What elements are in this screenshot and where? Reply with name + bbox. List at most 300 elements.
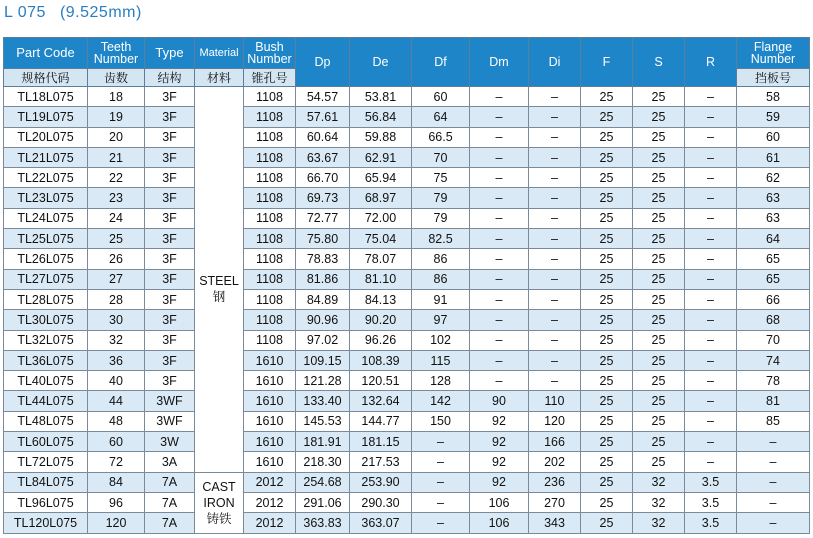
cell-de: 56.84 <box>350 107 412 127</box>
cell-type: 7A <box>145 513 195 533</box>
cell-s: 25 <box>633 452 685 472</box>
cell-r: – <box>685 452 737 472</box>
cell-f: 25 <box>581 350 633 370</box>
cell-df: 115 <box>412 350 470 370</box>
material-steel-cell <box>195 87 244 473</box>
cell-type: 3F <box>145 269 195 289</box>
cell-di: 120 <box>529 411 581 431</box>
cell-bush: 1108 <box>244 229 296 249</box>
cell-df: 79 <box>412 208 470 228</box>
cell-s: 25 <box>633 107 685 127</box>
cell-type: 3F <box>145 371 195 391</box>
cell-part-code: TL22L075 <box>4 168 88 188</box>
cell-flange: 58 <box>737 87 810 107</box>
cell-f: 25 <box>581 452 633 472</box>
cell-di: – <box>529 107 581 127</box>
cell-flange: 74 <box>737 350 810 370</box>
cell-di: – <box>529 208 581 228</box>
cell-type: 3F <box>145 330 195 350</box>
cell-df: 150 <box>412 411 470 431</box>
cell-de: 290.30 <box>350 492 412 512</box>
table-row <box>4 432 810 452</box>
cell-de: 59.88 <box>350 127 412 147</box>
cell-teeth: 25 <box>88 229 145 249</box>
cell-teeth: 27 <box>88 269 145 289</box>
cell-dp: 254.68 <box>296 472 350 492</box>
cell-flange: 65 <box>737 249 810 269</box>
cell-flange: – <box>737 513 810 533</box>
material-cast-en-2: IRON <box>203 495 235 510</box>
cell-dp: 72.77 <box>296 208 350 228</box>
cell-s: 25 <box>633 168 685 188</box>
cell-dp: 60.64 <box>296 127 350 147</box>
cell-teeth: 120 <box>88 513 145 533</box>
table-row <box>4 310 810 330</box>
cell-part-code: TL48L075 <box>4 411 88 431</box>
cell-dm: 92 <box>470 432 529 452</box>
cell-s: 25 <box>633 147 685 167</box>
header-cn-material: 材料 <box>195 69 244 87</box>
header-cn-teeth: 齿数 <box>88 69 145 87</box>
table-row <box>4 472 810 492</box>
cell-part-code: TL72L075 <box>4 452 88 472</box>
cell-di: – <box>529 188 581 208</box>
table-body <box>4 87 810 534</box>
cell-de: 78.07 <box>350 249 412 269</box>
table-row <box>4 411 810 431</box>
cell-di: – <box>529 269 581 289</box>
cell-flange: 61 <box>737 147 810 167</box>
cell-flange: 65 <box>737 269 810 289</box>
cell-part-code: TL120L075 <box>4 513 88 533</box>
table-row <box>4 147 810 167</box>
cell-f: 25 <box>581 107 633 127</box>
cell-de: 65.94 <box>350 168 412 188</box>
table-row <box>4 371 810 391</box>
cell-s: 25 <box>633 391 685 411</box>
cell-df: – <box>412 513 470 533</box>
cell-df: 128 <box>412 371 470 391</box>
cell-dm: – <box>470 330 529 350</box>
table-row <box>4 492 810 512</box>
header-de: De <box>350 38 412 87</box>
cell-dm: 90 <box>470 391 529 411</box>
table-row <box>4 249 810 269</box>
cell-teeth: 20 <box>88 127 145 147</box>
cell-de: 120.51 <box>350 371 412 391</box>
cell-r: – <box>685 229 737 249</box>
cell-part-code: TL28L075 <box>4 289 88 309</box>
cell-type: 3F <box>145 147 195 167</box>
table-row <box>4 229 810 249</box>
table-row <box>4 269 810 289</box>
cell-part-code: TL44L075 <box>4 391 88 411</box>
cell-dp: 57.61 <box>296 107 350 127</box>
table-row <box>4 188 810 208</box>
cell-bush: 1610 <box>244 371 296 391</box>
cell-bush: 1610 <box>244 391 296 411</box>
cell-r: – <box>685 289 737 309</box>
cell-bush: 1610 <box>244 432 296 452</box>
cell-df: 86 <box>412 269 470 289</box>
cell-teeth: 60 <box>88 432 145 452</box>
cell-type: 3A <box>145 452 195 472</box>
cell-teeth: 22 <box>88 168 145 188</box>
cell-flange: – <box>737 432 810 452</box>
cell-dp: 84.89 <box>296 289 350 309</box>
cell-part-code: TL27L075 <box>4 269 88 289</box>
material-steel-cn: 钢 <box>212 290 226 305</box>
cell-dp: 69.73 <box>296 188 350 208</box>
cell-f: 25 <box>581 229 633 249</box>
cell-df: 86 <box>412 249 470 269</box>
header-dp: Dp <box>296 38 350 87</box>
cell-dm: – <box>470 350 529 370</box>
cell-flange: – <box>737 492 810 512</box>
table-row <box>4 289 810 309</box>
cell-f: 25 <box>581 127 633 147</box>
cell-dm: – <box>470 249 529 269</box>
cell-type: 3F <box>145 188 195 208</box>
cell-part-code: TL23L075 <box>4 188 88 208</box>
cell-f: 25 <box>581 432 633 452</box>
cell-part-code: TL25L075 <box>4 229 88 249</box>
cell-r: – <box>685 208 737 228</box>
cell-bush: 1108 <box>244 188 296 208</box>
cell-r: – <box>685 310 737 330</box>
cell-teeth: 19 <box>88 107 145 127</box>
header-f: F <box>581 38 633 87</box>
cell-teeth: 24 <box>88 208 145 228</box>
cell-type: 3F <box>145 229 195 249</box>
cell-teeth: 36 <box>88 350 145 370</box>
table-row <box>4 452 810 472</box>
title-code: L 075 <box>4 4 46 21</box>
cell-teeth: 28 <box>88 289 145 309</box>
cell-teeth: 26 <box>88 249 145 269</box>
cell-dp: 181.91 <box>296 432 350 452</box>
cell-df: 102 <box>412 330 470 350</box>
cell-df: – <box>412 432 470 452</box>
cell-bush: 1108 <box>244 127 296 147</box>
cell-bush: 1108 <box>244 168 296 188</box>
cell-bush: 1108 <box>244 310 296 330</box>
cell-r: – <box>685 411 737 431</box>
table-row <box>4 107 810 127</box>
cell-de: 81.10 <box>350 269 412 289</box>
cell-flange: 59 <box>737 107 810 127</box>
cell-flange: 63 <box>737 208 810 228</box>
cell-flange: 63 <box>737 188 810 208</box>
cell-de: 363.07 <box>350 513 412 533</box>
cell-dm: – <box>470 371 529 391</box>
cell-dp: 54.57 <box>296 87 350 107</box>
cell-dp: 90.96 <box>296 310 350 330</box>
cell-flange: 66 <box>737 289 810 309</box>
cell-di: 270 <box>529 492 581 512</box>
cell-dp: 97.02 <box>296 330 350 350</box>
cell-dp: 363.83 <box>296 513 350 533</box>
cell-dm: – <box>470 107 529 127</box>
cell-dm: – <box>470 127 529 147</box>
cell-df: 70 <box>412 147 470 167</box>
cell-teeth: 18 <box>88 87 145 107</box>
cell-dp: 81.86 <box>296 269 350 289</box>
cell-di: 343 <box>529 513 581 533</box>
cell-s: 25 <box>633 127 685 147</box>
header-dm: Dm <box>470 38 529 87</box>
cell-f: 25 <box>581 249 633 269</box>
cell-type: 3F <box>145 107 195 127</box>
cell-di: – <box>529 168 581 188</box>
header-cn-type: 结构 <box>145 69 195 87</box>
cell-part-code: TL84L075 <box>4 472 88 492</box>
cell-flange: 85 <box>737 411 810 431</box>
cell-dp: 133.40 <box>296 391 350 411</box>
cell-dp: 145.53 <box>296 411 350 431</box>
cell-part-code: TL40L075 <box>4 371 88 391</box>
table-row <box>4 208 810 228</box>
cell-teeth: 84 <box>88 472 145 492</box>
cell-f: 25 <box>581 391 633 411</box>
cell-s: 25 <box>633 188 685 208</box>
cell-di: – <box>529 371 581 391</box>
cell-bush: 1610 <box>244 452 296 472</box>
cell-bush: 2012 <box>244 492 296 512</box>
header-part-code: Part Code <box>4 38 88 69</box>
cell-teeth: 48 <box>88 411 145 431</box>
cell-dp: 78.83 <box>296 249 350 269</box>
cell-dm: 92 <box>470 472 529 492</box>
cell-r: – <box>685 87 737 107</box>
cell-f: 25 <box>581 289 633 309</box>
cell-r: 3.5 <box>685 472 737 492</box>
cell-s: 25 <box>633 330 685 350</box>
table-row <box>4 168 810 188</box>
cell-teeth: 72 <box>88 452 145 472</box>
cell-type: 3F <box>145 310 195 330</box>
cell-di: – <box>529 127 581 147</box>
table-row <box>4 513 810 533</box>
cell-f: 25 <box>581 147 633 167</box>
cell-type: 3F <box>145 87 195 107</box>
cell-r: 3.5 <box>685 492 737 512</box>
cell-dm: 92 <box>470 411 529 431</box>
cell-de: 72.00 <box>350 208 412 228</box>
cell-df: – <box>412 472 470 492</box>
cell-dm: – <box>470 229 529 249</box>
cell-f: 25 <box>581 87 633 107</box>
cell-dm: – <box>470 188 529 208</box>
cell-part-code: TL21L075 <box>4 147 88 167</box>
cell-de: 217.53 <box>350 452 412 472</box>
cell-f: 25 <box>581 492 633 512</box>
cell-flange: 81 <box>737 391 810 411</box>
cell-flange: – <box>737 472 810 492</box>
cell-part-code: TL60L075 <box>4 432 88 452</box>
cell-f: 25 <box>581 371 633 391</box>
cell-f: 25 <box>581 208 633 228</box>
header-cn-part-code: 规格代码 <box>4 69 88 87</box>
cell-f: 25 <box>581 188 633 208</box>
cell-di: – <box>529 330 581 350</box>
cell-teeth: 96 <box>88 492 145 512</box>
cell-de: 181.15 <box>350 432 412 452</box>
cell-de: 144.77 <box>350 411 412 431</box>
cell-f: 25 <box>581 168 633 188</box>
sprocket-table <box>3 37 810 534</box>
cell-dm: – <box>470 208 529 228</box>
cell-de: 96.26 <box>350 330 412 350</box>
cell-de: 84.13 <box>350 289 412 309</box>
cell-r: 3.5 <box>685 513 737 533</box>
cell-dm: – <box>470 87 529 107</box>
cell-de: 75.04 <box>350 229 412 249</box>
cell-df: 97 <box>412 310 470 330</box>
cell-dp: 291.06 <box>296 492 350 512</box>
page-title <box>4 4 156 22</box>
cell-di: – <box>529 350 581 370</box>
cell-flange: – <box>737 452 810 472</box>
cell-f: 25 <box>581 330 633 350</box>
cell-r: – <box>685 330 737 350</box>
cell-di: 236 <box>529 472 581 492</box>
cell-flange: 70 <box>737 330 810 350</box>
cell-type: 7A <box>145 472 195 492</box>
material-cast-cn: 铸铁 <box>206 511 232 526</box>
cell-part-code: TL19L075 <box>4 107 88 127</box>
cell-r: – <box>685 350 737 370</box>
cell-dm: – <box>470 269 529 289</box>
cell-df: 66.5 <box>412 127 470 147</box>
cell-di: – <box>529 249 581 269</box>
cell-dp: 218.30 <box>296 452 350 472</box>
cell-r: – <box>685 249 737 269</box>
cell-teeth: 30 <box>88 310 145 330</box>
table-row <box>4 87 810 107</box>
cell-dm: 106 <box>470 492 529 512</box>
cell-type: 3F <box>145 350 195 370</box>
cell-de: 90.20 <box>350 310 412 330</box>
cell-flange: 78 <box>737 371 810 391</box>
cell-df: 64 <box>412 107 470 127</box>
material-cast-en-1: CAST <box>202 479 236 494</box>
cell-f: 25 <box>581 269 633 289</box>
cell-df: – <box>412 492 470 512</box>
cell-type: 3W <box>145 432 195 452</box>
cell-bush: 1108 <box>244 269 296 289</box>
header-type: Type <box>145 38 195 69</box>
cell-bush: 1108 <box>244 289 296 309</box>
cell-di: 110 <box>529 391 581 411</box>
cell-de: 132.64 <box>350 391 412 411</box>
cell-s: 32 <box>633 513 685 533</box>
cell-bush: 1108 <box>244 249 296 269</box>
cell-di: – <box>529 147 581 167</box>
cell-df: 82.5 <box>412 229 470 249</box>
cell-r: – <box>685 107 737 127</box>
cell-teeth: 44 <box>88 391 145 411</box>
cell-dp: 121.28 <box>296 371 350 391</box>
cell-di: – <box>529 289 581 309</box>
cell-dm: – <box>470 147 529 167</box>
cell-bush: 1108 <box>244 208 296 228</box>
table-row <box>4 350 810 370</box>
cell-r: – <box>685 391 737 411</box>
cell-bush: 2012 <box>244 472 296 492</box>
table-row <box>4 127 810 147</box>
cell-r: – <box>685 168 737 188</box>
cell-s: 25 <box>633 432 685 452</box>
cell-bush: 1108 <box>244 147 296 167</box>
cell-bush: 1610 <box>244 411 296 431</box>
cell-dp: 75.80 <box>296 229 350 249</box>
cell-df: 60 <box>412 87 470 107</box>
header-r: R <box>685 38 737 87</box>
cell-df: 91 <box>412 289 470 309</box>
cell-part-code: TL36L075 <box>4 350 88 370</box>
cell-bush: 1610 <box>244 350 296 370</box>
table-row <box>4 330 810 350</box>
cell-f: 25 <box>581 310 633 330</box>
cell-s: 25 <box>633 350 685 370</box>
cell-s: 25 <box>633 229 685 249</box>
cell-f: 25 <box>581 513 633 533</box>
cell-bush: 1108 <box>244 330 296 350</box>
cell-flange: 64 <box>737 229 810 249</box>
cell-teeth: 23 <box>88 188 145 208</box>
cell-s: 32 <box>633 492 685 512</box>
cell-type: 7A <box>145 492 195 512</box>
cell-teeth: 40 <box>88 371 145 391</box>
cell-type: 3F <box>145 289 195 309</box>
cell-r: – <box>685 147 737 167</box>
header-s: S <box>633 38 685 87</box>
cell-dm: – <box>470 289 529 309</box>
title-size: (9.525mm) <box>59 4 142 21</box>
cell-teeth: 32 <box>88 330 145 350</box>
cell-part-code: TL18L075 <box>4 87 88 107</box>
cell-df: 142 <box>412 391 470 411</box>
cell-df: 75 <box>412 168 470 188</box>
cell-type: 3F <box>145 127 195 147</box>
cell-di: – <box>529 229 581 249</box>
table-row <box>4 391 810 411</box>
cell-s: 25 <box>633 371 685 391</box>
cell-di: 202 <box>529 452 581 472</box>
cell-type: 3F <box>145 208 195 228</box>
cell-dm: – <box>470 310 529 330</box>
cell-de: 253.90 <box>350 472 412 492</box>
material-steel-en: STEEL <box>199 274 239 289</box>
cell-dp: 63.67 <box>296 147 350 167</box>
header-cn-bush: 锥孔号 <box>244 69 296 87</box>
cell-flange: 68 <box>737 310 810 330</box>
cell-r: – <box>685 371 737 391</box>
cell-de: 68.97 <box>350 188 412 208</box>
cell-part-code: TL30L075 <box>4 310 88 330</box>
cell-flange: 60 <box>737 127 810 147</box>
cell-part-code: TL20L075 <box>4 127 88 147</box>
header-cn-flange: 挡板号 <box>737 69 810 87</box>
cell-type: 3WF <box>145 391 195 411</box>
cell-de: 62.91 <box>350 147 412 167</box>
cell-s: 25 <box>633 411 685 431</box>
cell-s: 25 <box>633 289 685 309</box>
header-df: Df <box>412 38 470 87</box>
cell-dm: – <box>470 168 529 188</box>
cell-type: 3F <box>145 249 195 269</box>
